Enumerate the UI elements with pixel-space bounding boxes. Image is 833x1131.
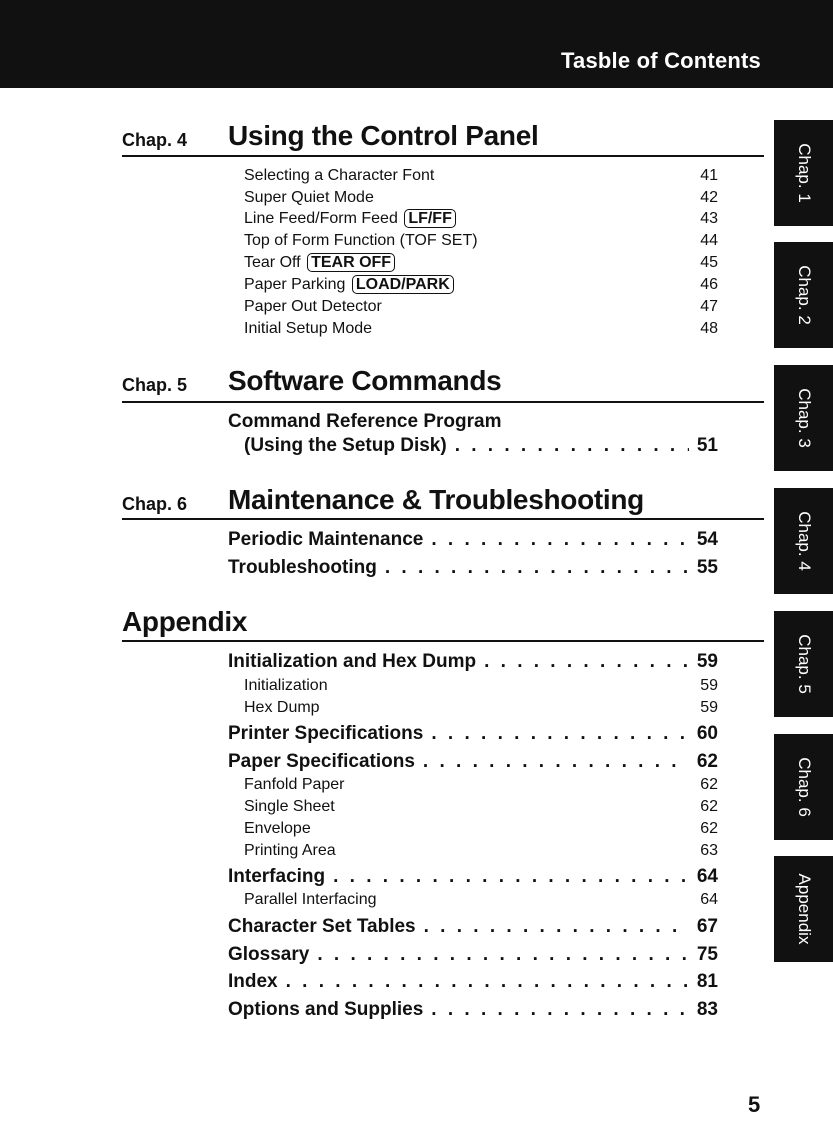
toc-entry[interactable] — [244, 208, 718, 230]
dot-leader — [431, 997, 689, 1023]
toc-entry-text: (Using the Setup Disk) — [244, 435, 447, 456]
toc-entry-page: 63 — [700, 842, 718, 859]
toc-entry-page: 54 — [696, 529, 718, 550]
toc-entry-text: Super Quiet Mode — [244, 189, 374, 206]
toc-entry-text: Selecting a Character Font — [244, 167, 435, 184]
toc-entry-page: 62 — [700, 776, 718, 793]
toc-entry-text: Envelope — [244, 820, 311, 837]
tab-appendix[interactable] — [774, 856, 833, 962]
toc-entry-text: Character Set Tables — [228, 916, 416, 937]
toc-entry[interactable] — [244, 296, 718, 318]
toc-entry-page: 59 — [700, 699, 718, 716]
section-divider — [122, 518, 764, 520]
toc-entry-text: Tear Off — [244, 254, 301, 271]
section-divider — [122, 640, 764, 642]
tab-label: Appendix — [794, 873, 814, 945]
page-number: 5 — [748, 1092, 761, 1117]
toc-entry-page: 62 — [696, 751, 718, 772]
toc-entry[interactable] — [228, 942, 718, 968]
toc-entry-page: 62 — [700, 820, 718, 837]
toc-entry-text: Options and Supplies — [228, 999, 424, 1020]
toc-entry[interactable] — [228, 409, 718, 435]
key-label: LF/FF — [404, 209, 456, 228]
toc-entry-page: 60 — [696, 723, 718, 744]
toc-entry-text: Hex Dump — [244, 699, 320, 716]
dot-leader — [431, 721, 689, 747]
tab-chap-2[interactable] — [774, 242, 833, 348]
toc-entry-text: Initial Setup Mode — [244, 320, 373, 337]
tab-chap-5[interactable] — [774, 611, 833, 717]
toc-entry[interactable] — [244, 165, 718, 187]
toc-entry-page: 48 — [700, 320, 718, 337]
toc-entry-page: 41 — [700, 167, 718, 184]
chapter-label: Chap. 5 — [122, 375, 188, 395]
toc-entry[interactable] — [244, 796, 718, 818]
toc-entry-text: Command Reference Program — [228, 411, 502, 432]
toc-entry[interactable] — [244, 697, 718, 719]
chapter-label: Chap. 4 — [122, 130, 188, 150]
toc-entry[interactable] — [228, 864, 718, 890]
toc-entry-text: Printing Area — [244, 842, 336, 859]
key-label: TEAR OFF — [307, 253, 395, 272]
section-title: Using the Control Panel — [228, 120, 539, 151]
section-title: Software Commands — [228, 365, 502, 396]
toc-entry-page: 75 — [696, 944, 718, 965]
toc-entry[interactable] — [228, 969, 718, 995]
toc-entry-page: 83 — [696, 999, 718, 1020]
toc-entry-text: Single Sheet — [244, 798, 335, 815]
toc-entry-page: 43 — [700, 210, 718, 227]
toc-entry[interactable] — [244, 840, 718, 862]
toc-entry[interactable] — [244, 889, 718, 911]
tab-label: Chap. 2 — [794, 265, 814, 325]
section-divider — [122, 401, 764, 403]
toc-entry-text: Paper Parking — [244, 276, 346, 293]
dot-leader — [431, 527, 689, 553]
toc-entry[interactable] — [244, 774, 718, 796]
toc-entry-page: 62 — [700, 798, 718, 815]
toc-entry-text: Interfacing — [228, 866, 326, 887]
section-divider — [122, 155, 764, 157]
toc-entry-text: Initialization — [244, 677, 328, 694]
header-bar — [0, 0, 833, 88]
toc-entry-text: Initialization and Hex Dump — [228, 651, 477, 672]
toc-entry-text: Index — [228, 971, 278, 992]
dot-leader — [484, 649, 689, 675]
tab-chap-6[interactable] — [774, 734, 833, 840]
dot-leader — [333, 864, 689, 890]
dot-leader — [385, 555, 689, 581]
toc-entry-text: Paper Specifications — [228, 751, 415, 772]
toc-entry-text: Top of Form Function (TOF SET) — [244, 232, 478, 249]
toc-entry-text: Fanfold Paper — [244, 776, 345, 793]
toc-entry[interactable] — [244, 433, 718, 459]
toc-entry[interactable] — [228, 555, 718, 581]
section-title: Appendix — [122, 606, 248, 637]
toc-entry-text: Glossary — [228, 944, 310, 965]
toc-entry[interactable] — [244, 252, 718, 274]
toc-entry[interactable] — [228, 721, 718, 747]
tab-chap-3[interactable] — [774, 365, 833, 471]
toc-entry-text: Printer Specifications — [228, 723, 424, 744]
toc-entry-page: 67 — [696, 916, 718, 937]
toc-entry-page: 64 — [696, 866, 718, 887]
toc-entry-page: 45 — [700, 254, 718, 271]
tab-label: Chap. 5 — [794, 634, 814, 694]
toc-entry-page: 51 — [696, 435, 718, 456]
tab-label: Chap. 6 — [794, 757, 814, 817]
toc-entry-text: Troubleshooting — [228, 557, 377, 578]
toc-entry-text: Periodic Maintenance — [228, 529, 424, 550]
toc-entry[interactable] — [244, 274, 718, 296]
dot-leader — [317, 942, 689, 968]
toc-entry[interactable] — [244, 818, 718, 840]
toc-entry-page: 47 — [700, 298, 718, 315]
toc-entry[interactable] — [228, 749, 718, 775]
tab-label: Chap. 4 — [794, 511, 814, 571]
page-title: Tasble of Contents — [561, 48, 761, 73]
toc-entry[interactable] — [244, 230, 718, 252]
dot-leader — [424, 914, 689, 940]
tab-label: Chap. 3 — [794, 388, 814, 448]
tab-label: Chap. 1 — [794, 143, 814, 203]
toc-entry-page: 59 — [700, 677, 718, 694]
dot-leader — [286, 969, 689, 995]
toc-entry-text: Line Feed/Form Feed — [244, 210, 398, 227]
toc-entry[interactable] — [228, 527, 718, 553]
toc-entry-text: Parallel Interfacing — [244, 891, 377, 908]
section-title: Maintenance & Troubleshooting — [228, 484, 644, 515]
chapter-label: Chap. 6 — [122, 494, 188, 514]
key-label: LOAD/PARK — [352, 275, 454, 294]
tab-chap-4[interactable] — [774, 488, 833, 594]
toc-entry-page: 46 — [700, 276, 718, 293]
toc-entry[interactable] — [244, 675, 718, 697]
toc-entry[interactable] — [244, 187, 718, 209]
dot-leader — [455, 433, 689, 459]
toc-entry-page: 64 — [700, 891, 718, 908]
toc-entry-page: 59 — [696, 651, 718, 672]
toc-entry[interactable] — [244, 318, 718, 340]
toc-entry-page: 55 — [696, 557, 718, 578]
tab-chap-1[interactable] — [774, 120, 833, 226]
toc-entry-text: Paper Out Detector — [244, 298, 382, 315]
toc-entry-page: 44 — [700, 232, 718, 249]
toc-entry-page: 42 — [700, 189, 718, 206]
dot-leader — [423, 749, 689, 775]
toc-entry-page: 81 — [696, 971, 718, 992]
toc-entry[interactable] — [228, 997, 718, 1023]
toc-entry[interactable] — [228, 649, 718, 675]
toc-entry[interactable] — [228, 914, 718, 940]
